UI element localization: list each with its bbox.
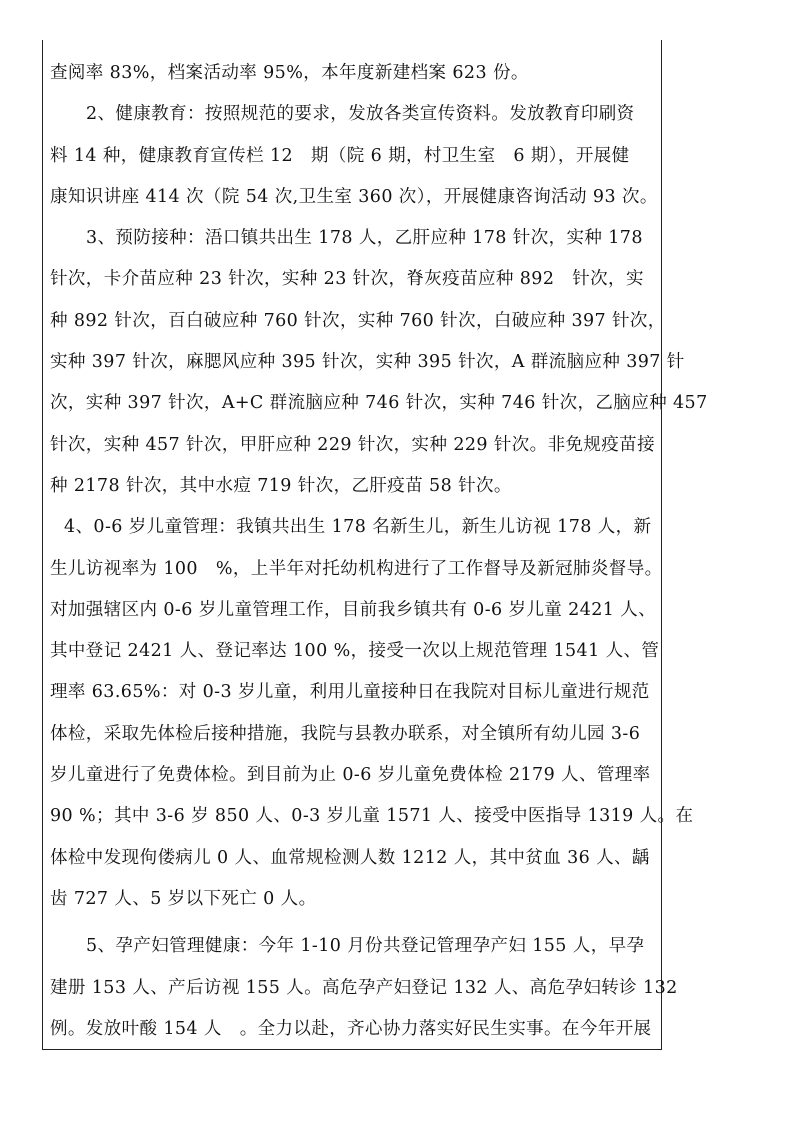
paragraph-line: 90 %；其中 3-6 岁 850 人、0-3 岁儿童 1571 人、接受中医指导 1319 人。在: [50, 806, 694, 827]
section-child-management-line: 4、0-6 岁儿童管理：我镇共出生 178 名新生儿，新生儿访视 178 人，新: [64, 517, 652, 538]
paragraph-line: 其中登记 2421 人、登记率达 100 %，接受一次以上规范管理 1541 人、管: [50, 641, 660, 662]
section-maternal-management-line: 5、孕产妇管理健康：今年 1-10 月份共登记管理孕产妇 155 人，早孕: [86, 936, 645, 957]
paragraph-line: 例。发放叶酸 154 人 。全力以赴，齐心协力落实好民生实事。在今年开展: [50, 1018, 652, 1039]
paragraph-line: 针次，卡介苗应种 23 针次，实种 23 针次，脊灰疫苗应种 892 针次，实: [50, 269, 644, 290]
paragraph-line: 查阅率 83%，档案活动率 95%，本年度新建档案 623 份。: [50, 63, 529, 83]
paragraph-line: 生儿访视率为 100 %，上半年对托幼机构进行了工作督导及新冠肺炎督导。: [50, 558, 663, 579]
paragraph-line: 针次，实种 457 针次，甲肝应种 229 针次，实种 229 针次。非免规疫苗接: [50, 434, 655, 455]
paragraph-line: 实种 397 针次，麻腮风应种 395 针次，实种 395 针次，A 群流脑应种 397 针: [50, 352, 685, 373]
paragraph-line: 体检，采取先体检后接种措施，我院与县教办联系，对全镇所有幼儿园 3-6: [50, 723, 641, 744]
section-health-education-line: 2、健康教育：按照规范的要求，发放各类宣传资料。发放教育印刷资: [86, 104, 635, 125]
paragraph-line: 料 14 种，健康教育宣传栏 12 期（院 6 期，村卫生室 6 期），开展健: [50, 145, 630, 166]
paragraph-line: 种 892 针次，百白破应种 760 针次，实种 760 针次，白破应种 397 针次，: [50, 310, 666, 331]
section-vaccination-line: 3、预防接种：浯口镇共出生 178 人，乙肝应种 178 针次，实种 178: [86, 228, 643, 249]
paragraph-line: 岁儿童进行了免费体检。到目前为止 0-6 岁儿童免费体检 2179 人、管理率: [50, 765, 651, 786]
paragraph-line: 对加强辖区内 0-6 岁儿童管理工作，目前我乡镇共有 0-6 岁儿童 2421 人、: [50, 599, 657, 620]
paragraph-line: 种 2178 针次，其中水痘 719 针次，乙肝疫苗 58 针次。: [50, 475, 512, 496]
document-body: [50, 53, 708, 1050]
paragraph-line: 康知识讲座 414 次（院 54 次,卫生室 360 次），开展健康咨询活动 93 次。: [50, 186, 658, 207]
paragraph-line: 次，实种 397 针次，A+C 群流脑应种 746 针次，实种 746 针次，乙脑应种 457: [50, 393, 708, 414]
paragraph-line: 体检中发现佝偻病儿 0 人、血常规检测人数 1212 人，其中贫血 36 人、龋: [50, 847, 650, 868]
paragraph-line: 理率 63.65%：对 0-3 岁儿童，利用儿童接种日在我院对目标儿童进行规范: [50, 682, 650, 703]
paragraph-line: 齿 727 人、5 岁以下死亡 0 人。: [50, 888, 317, 909]
paragraph-line: 建册 153 人、产后访视 155 人。高危孕产妇登记 132 人、高危孕妇转诊 132: [50, 977, 678, 998]
